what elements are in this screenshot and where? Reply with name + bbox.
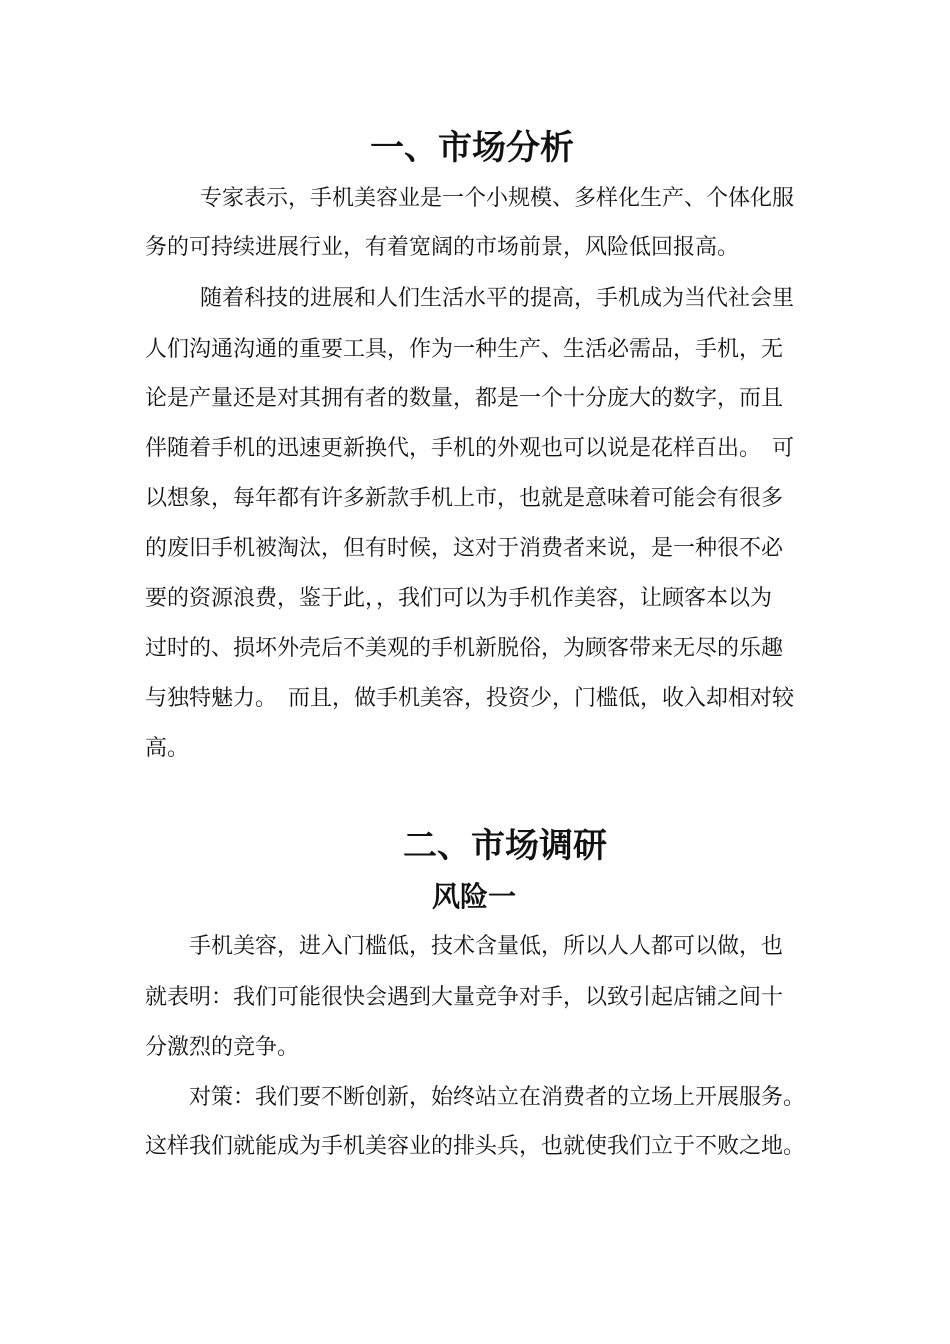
paragraph-line: 的废旧手机被淘汰，但有时候，这对于消费者来说，是一种很不必 [145,536,784,561]
section-2-subtitle: 风险一 [432,880,517,913]
paragraph-line: 过时的、损坏外壳后不美观的手机新脱俗，为顾客带来无尽的乐趣 [145,636,784,661]
paragraph-line: 伴随着手机的迅速更新换代，手机的外观也可以说是花样百出。 可 [145,436,795,461]
paragraph-line: 要的资源浪费，鉴于此，，我们可以为手机作美容，让顾客本以为 [145,586,773,611]
paragraph-line: 高。 [145,736,190,761]
section-2-title: 二、市场调研 [403,826,607,866]
paragraph-line: 对策：我们要不断创新，始终站立在消费者的立场上开展服务。 [189,1085,806,1110]
paragraph-line: 务的可持续进展行业，有着宽阔的市场前景，风险低回报高。 [145,235,740,260]
paragraph-line: 人们沟通沟通的重要工具，作为一种生产、生活必需品，手机，无 [145,337,784,362]
paragraph-line: 随着科技的进展和人们生活水平的提高，手机成为当代社会里 [178,286,795,311]
paragraph-line: 论是产量还是对其拥有者的数量，都是一个十分庞大的数字，而且 [145,386,784,411]
paragraph-line: 专家表示，手机美容业是一个小规模、多样化生产、个体化服 [178,186,795,211]
paragraph-line: 与独特魅力。 而且，做手机美容，投资少，门槛低，收入却相对较 [145,686,795,711]
section-1-title: 一、市场分析 [370,128,574,168]
paragraph-line: 就表明：我们可能很快会遇到大量竞争对手，以致引起店铺之间十 [145,985,784,1010]
paragraph-line: 分激烈的竞争。 [145,1035,300,1060]
paragraph-line: 以想象，每年都有许多新款手机上市，也就是意味着可能会有很多 [145,486,784,511]
paragraph-line: 手机美容，进入门槛低，技术含量低，所以人人都可以做，也 [189,934,784,959]
paragraph-line: 这样我们就能成为手机美容业的排头兵，也就使我们立于不败之地。 [145,1134,806,1159]
